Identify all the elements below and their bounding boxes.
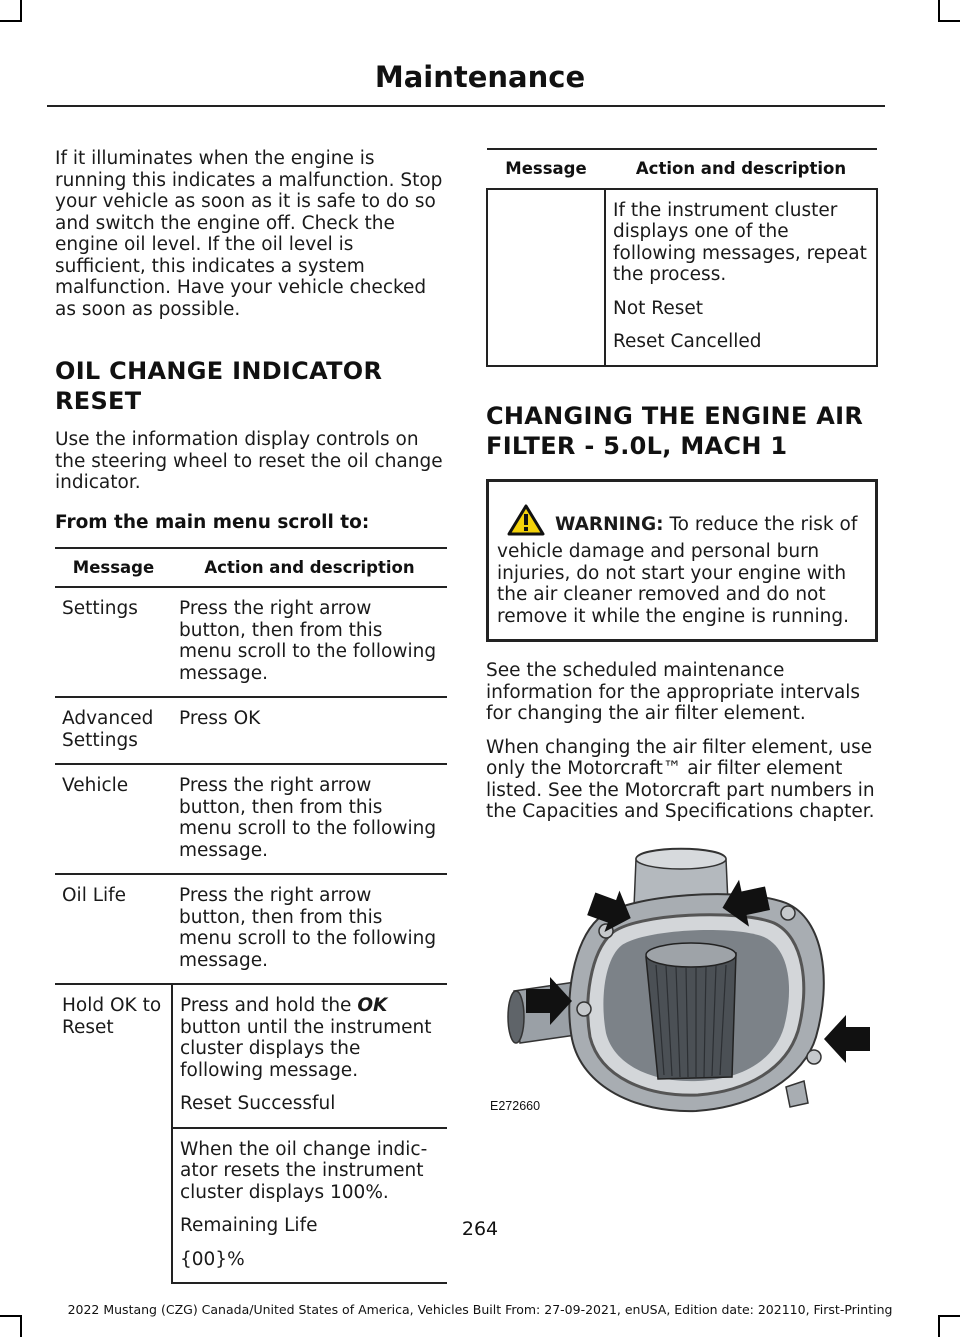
air-filter-illustration xyxy=(486,841,878,1119)
page-footer: 2022 Mustang (CZG) Canada/United States of America, Vehicles Built From: 27-09-2021, enUSA, Edition date: 202110, First-Printing xyxy=(67,1302,893,1317)
warning-label: WARNING: xyxy=(555,513,664,535)
figure-id: E272660 xyxy=(490,1098,541,1113)
cell-display-message: Reset Cancelled xyxy=(613,331,762,352)
cell-message: Oil Life xyxy=(55,874,172,984)
cell-action-text xyxy=(180,995,440,1081)
warning-box xyxy=(486,479,878,643)
section-heading-line-2: FILTER - 5.0L, MACH 1 xyxy=(486,431,788,460)
table-subheading: From the main menu scroll to: xyxy=(55,511,370,533)
section-heading-oil-change-reset xyxy=(55,356,447,416)
action-text: Press and hold the xyxy=(180,995,358,1016)
cell-message: Vehicle xyxy=(55,764,172,874)
cell-display-message: Reset Successful xyxy=(180,1093,336,1114)
header-message: Message xyxy=(55,548,172,588)
paragraph-motorcraft: When changing the air filter element, use only the Motorcraft™ air filter element listed. See the Motorcraft part numbers in the Capacities and Specifications chapter. xyxy=(486,736,875,822)
left-column xyxy=(55,148,447,1284)
cell-message: Advanced Settings xyxy=(55,697,172,764)
table-row xyxy=(55,874,447,984)
cell-action: Press the right arrow button, then from this menu scroll to the following message. xyxy=(172,587,447,697)
cell-message: Settings xyxy=(55,587,172,697)
table-header-row xyxy=(487,149,877,189)
table-row xyxy=(55,587,447,697)
cell-action-text: When the oil change indic-ator resets the instrument cluster displays 100%. xyxy=(180,1138,428,1203)
crop-mark xyxy=(0,20,22,22)
header-message: Message xyxy=(487,149,605,189)
paragraph-maintenance-info: See the scheduled maintenance information for the appropriate intervals for changing the air filter element. xyxy=(486,660,861,724)
crop-mark xyxy=(20,0,22,22)
crop-mark xyxy=(938,20,960,22)
cell-action-text: If the instrument cluster displays one of the following messages, repeat the process. xyxy=(613,199,867,285)
warning-text: To reduce the risk of vehicle damage and personal burn injuries, do not start your engine with the air cleaner removed and do not remove it while the engine is running. xyxy=(497,513,858,627)
warning-triangle-icon xyxy=(507,504,545,542)
header-action: Action and description xyxy=(605,149,877,189)
oil-reset-table xyxy=(55,547,447,1285)
air-filter-drawing xyxy=(486,841,878,1119)
section-heading-line-2: RESET xyxy=(55,387,142,415)
crop-mark xyxy=(938,0,940,22)
page-header-title: Maintenance xyxy=(374,60,586,94)
action-key: OK xyxy=(357,995,388,1016)
table-row xyxy=(487,189,877,366)
cell-action: Press the right arrow button, then from this menu scroll to the following message. xyxy=(172,764,447,874)
cell-action xyxy=(172,984,447,1128)
table-row xyxy=(55,984,447,1128)
crop-mark xyxy=(20,1315,22,1337)
action-text: button until the instrument cluster displays the following message. xyxy=(180,1016,432,1081)
table-header-row xyxy=(55,548,447,588)
intro-paragraph: If it illuminates when the engine is running this indicates a malfunction. Stop your vehicle as soon as it is safe to do so and switch the engine off. Check the engine oil level. If the oil level is sufficient, this indicates a system malfunction. Have your vehicle checked as soon as possible. xyxy=(55,148,443,320)
cell-display-value: {00}% xyxy=(180,1248,245,1270)
cell-action xyxy=(605,189,877,366)
table-row xyxy=(55,697,447,764)
cell-display-message: Remaining Life xyxy=(180,1215,318,1236)
page-number: 264 xyxy=(461,1218,499,1240)
section-heading-air-filter xyxy=(486,401,878,461)
section-heading-line-1: CHANGING THE ENGINE AIR xyxy=(486,401,864,430)
table-row xyxy=(55,764,447,874)
header-action: Action and description xyxy=(172,548,447,588)
header-rule xyxy=(47,105,885,107)
cell-display-message: Not Reset xyxy=(613,297,703,319)
cell-action xyxy=(172,1128,447,1284)
section-body: Use the information display controls on the steering wheel to reset the oil change indicator. xyxy=(55,429,443,493)
right-column xyxy=(486,148,878,1119)
crop-mark xyxy=(938,1315,940,1337)
reset-messages-table xyxy=(486,148,878,367)
cell-message xyxy=(487,189,605,366)
section-heading-line-1: OIL CHANGE INDICATOR xyxy=(55,357,383,385)
cell-action: Press OK xyxy=(172,697,447,764)
cell-action: Press the right arrow button, then from this menu scroll to the following message. xyxy=(172,874,447,984)
cell-message: Hold OK to Reset xyxy=(62,995,162,1038)
